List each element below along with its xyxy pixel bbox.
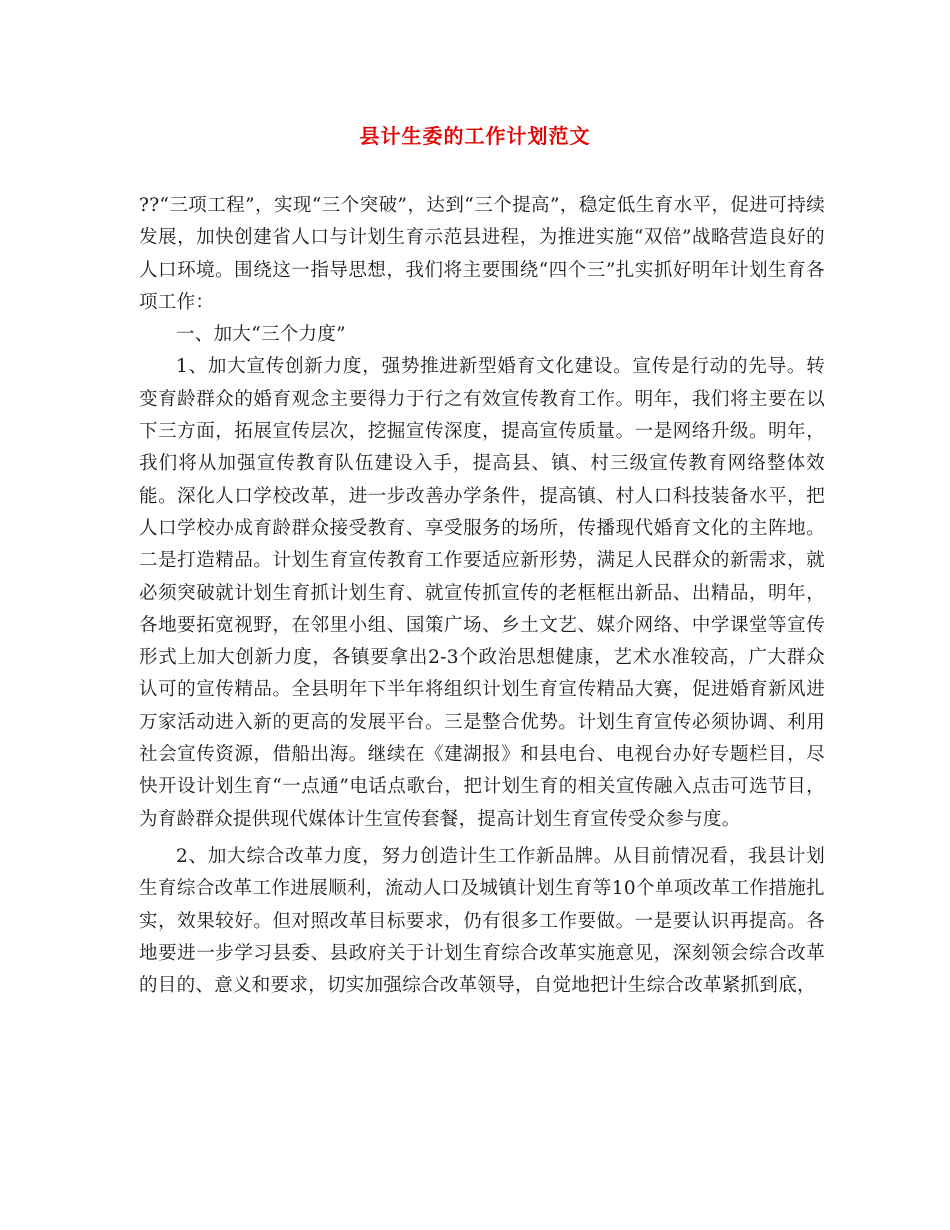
paragraph-intro: ??“三项工程”，实现“三个突破”，达到“三个提高”，稳定低生育水平，促进可持续发展，加快创建省人口与计划生育示范县进程，为推进实施“双倍”战略营造良好的人口环境。围绕这一指导思想，我们将主要围绕“四个三”扎实抓好明年计划生育各项工作： xyxy=(139,195,825,313)
document-body xyxy=(139,190,825,1002)
document-title: 县计生委的工作计划范文 xyxy=(359,124,591,148)
paragraph-item-2: 2、加大综合改革力度，努力创造计生工作新品牌。从目前情况看，我县计划生育综合改革工作进展顺利，流动人口及城镇计划生育等10个单项改革工作措施扎实，效果较好。但对照改革目标要求，仍有很多工作要做。一是要认识再提高。各地要进一步学习县委、县政府关于计划生育综合改革实施意见，深刻领会综合改革的目的、意义和要求，切实加强综合改革领导，自觉地把计生综合改革紧抓到底， xyxy=(139,845,825,997)
paragraph-item-1: 1、加大宣传创新力度，强势推进新型婚育文化建设。宣传是行动的先导。转变育龄群众的婚育观念主要得力于行之有效宣传教育工作。明年，我们将主要在以下三方面，拓展宣传层次，挖掘宣传深度，提高宣传质量。一是网络升级。明年，我们将从加强宣传教育队伍建设入手，提高县、镇、村三级宣传教育网络整体效能。深化人口学校改革，进一步改善办学条件，提高镇、村人口科技装备水平，把人口学校办成育龄群众接受教育、享受服务的场所，传播现代婚育文化的主阵地。二是打造精品。计划生育宣传教育工作要适应新形势，满足人民群众的新需求，就必须突破就计划生育抓计划生育、就宣传抓宣传的老框框出新品、出精品，明年，各地要拓宽视野，在邻里小组、国策广场、乡土文艺、媒介网络、中学课堂等宣传形式上加大创新力度，各镇要拿出2-3个政治思想健康，艺术水准较高，广大群众认可的宣传精品。全县明年下半年将组织计划生育宣传精品大赛，促进婚育新风进万家活动进入新的更高的发展平台。三是整合优势。计划生育宣传必须协调、利用社会宣传资源，借船出海。继续在《建湖报》和县电台、电视台办好专题栏目，尽快开设计划生育“一点通”电话点歌台，把计划生育的相关宣传融入点击可选节目，为育龄群众提供现代媒体计生宣传套餐，提高计划生育宣传受众参与度。 xyxy=(139,356,825,830)
section-heading-1: 一、加大“三个力度” xyxy=(176,324,346,346)
